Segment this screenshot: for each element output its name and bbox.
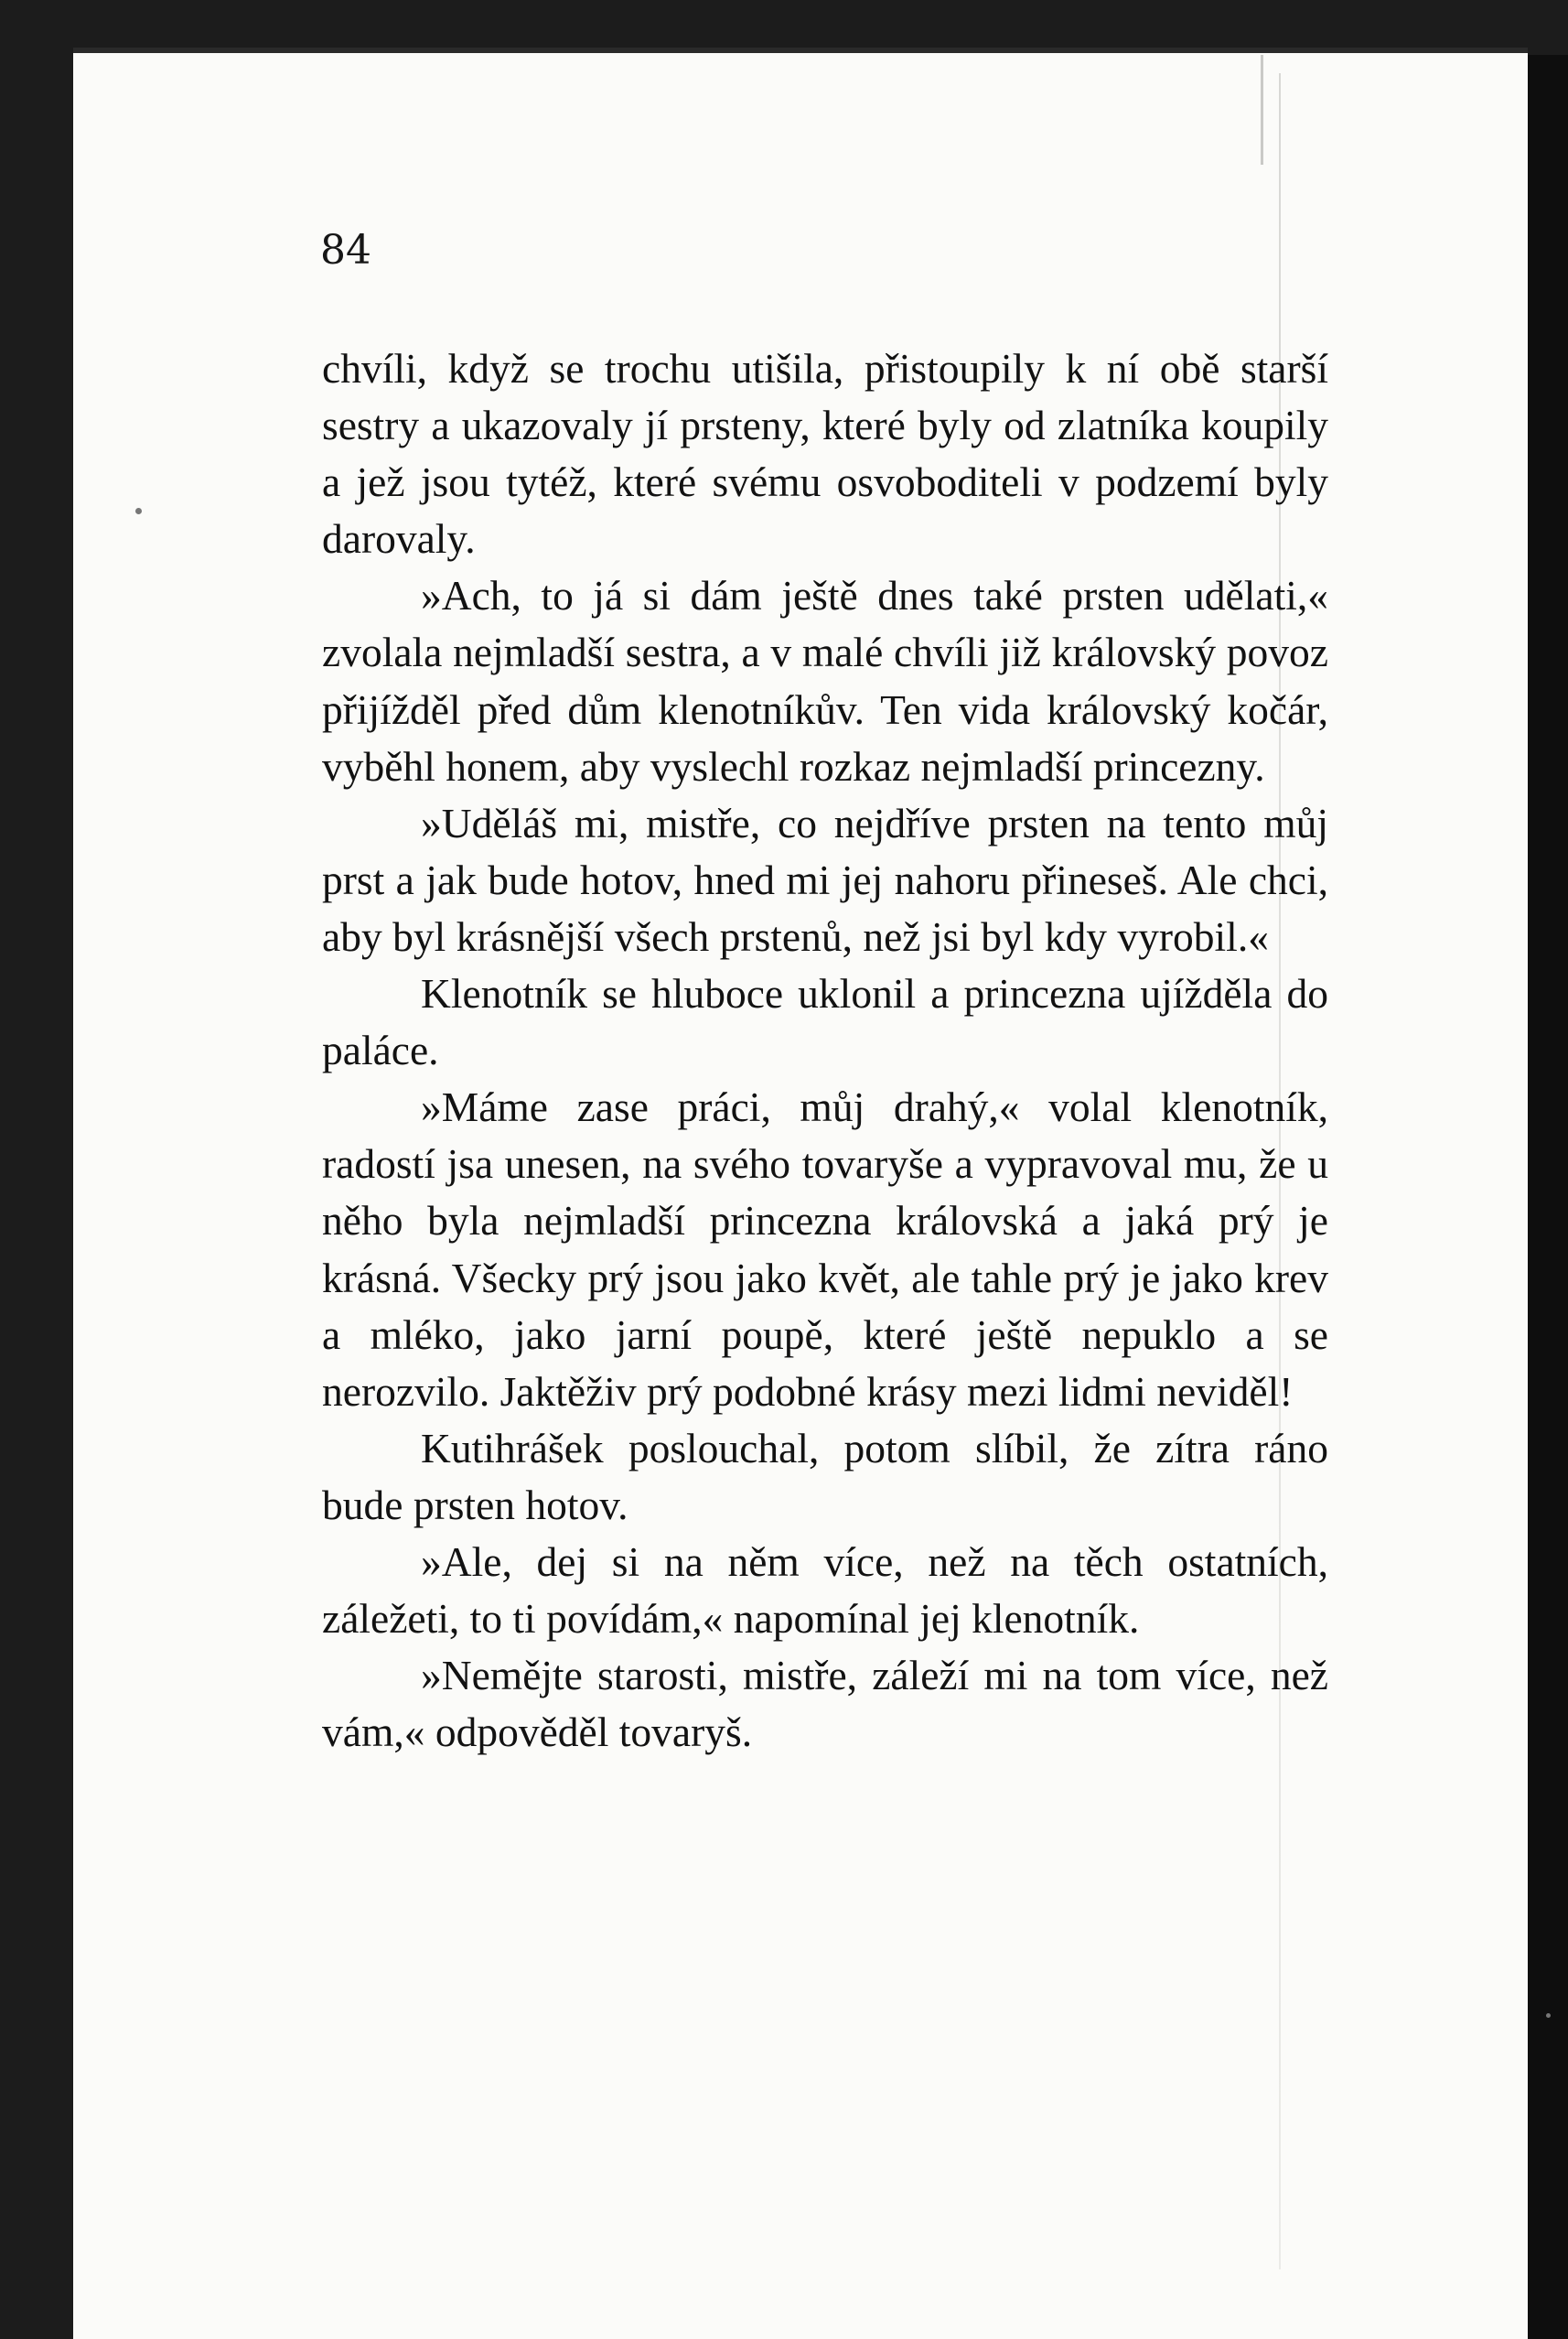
paragraph: Klenotník se hluboce uklonil a princezna ujížděla do paláce.: [322, 970, 1328, 1074]
paragraph: »Ale, dej si na něm více, než na těch ostatních, záležeti, to ti povídám,« napomínal jej klenotník.: [322, 1537, 1328, 1643]
paragraph: »Ach, to já si dám ještě dnes také prsten udělati,« zvolala nejmladší sestra, a v malé chvíli již královský povoz přijížděl před dům klenotníkův. Ten vida královský kočár, vyběhl honem, aby vyslechl rozkaz nejmladší princezny.: [322, 572, 1328, 790]
body-text: [322, 340, 1328, 1761]
dust-speck: [135, 508, 142, 514]
paragraph: »Nemějte starosti, mistře, záleží mi na tom více, než vám,« odpověděl tovaryš.: [322, 1652, 1328, 1756]
paragraph: chvíli, když se trochu utišila, přistoupily k ní obě starší sestry a ukazovaly jí prsteny, které byly od zlatníka koupily a jež jsou tytéž, které svému osvoboditeli v podzemí byly darovaly.: [322, 345, 1328, 563]
page-right-edge-shadow: [1528, 55, 1568, 2339]
paragraph: »Máme zase práci, můj drahý,« volal klenotník, radostí jsa unesen, na svého tovaryše a vypravoval mu, že u něho byla nejmladší princezna královská a jaká prý je krásná. Všecky prý jsou jako květ, ale tahle prý je jako krev a mléko, jako jarní poupě, které ještě nepuklo a se nerozvilo. Jaktěživ prý podobné krásy mezi lidmi neviděl!: [322, 1083, 1328, 1415]
paragraph: »Uděláš mi, mistře, co nejdříve prsten na tento můj prst a jak bude hotov, hned mi jej nahoru přineseš. Ale chci, aby byl krásnější všech prstenů, než jsi byl kdy vyrobil.«: [322, 799, 1328, 960]
page-crease-mark: [1261, 55, 1263, 165]
page-number: 84: [320, 227, 371, 274]
dust-speck: [1546, 2013, 1551, 2018]
page-top-edge: [73, 48, 1528, 53]
paragraph: Kutihrášek poslouchal, potom slíbil, že zítra ráno bude prsten hotov.: [322, 1424, 1328, 1528]
